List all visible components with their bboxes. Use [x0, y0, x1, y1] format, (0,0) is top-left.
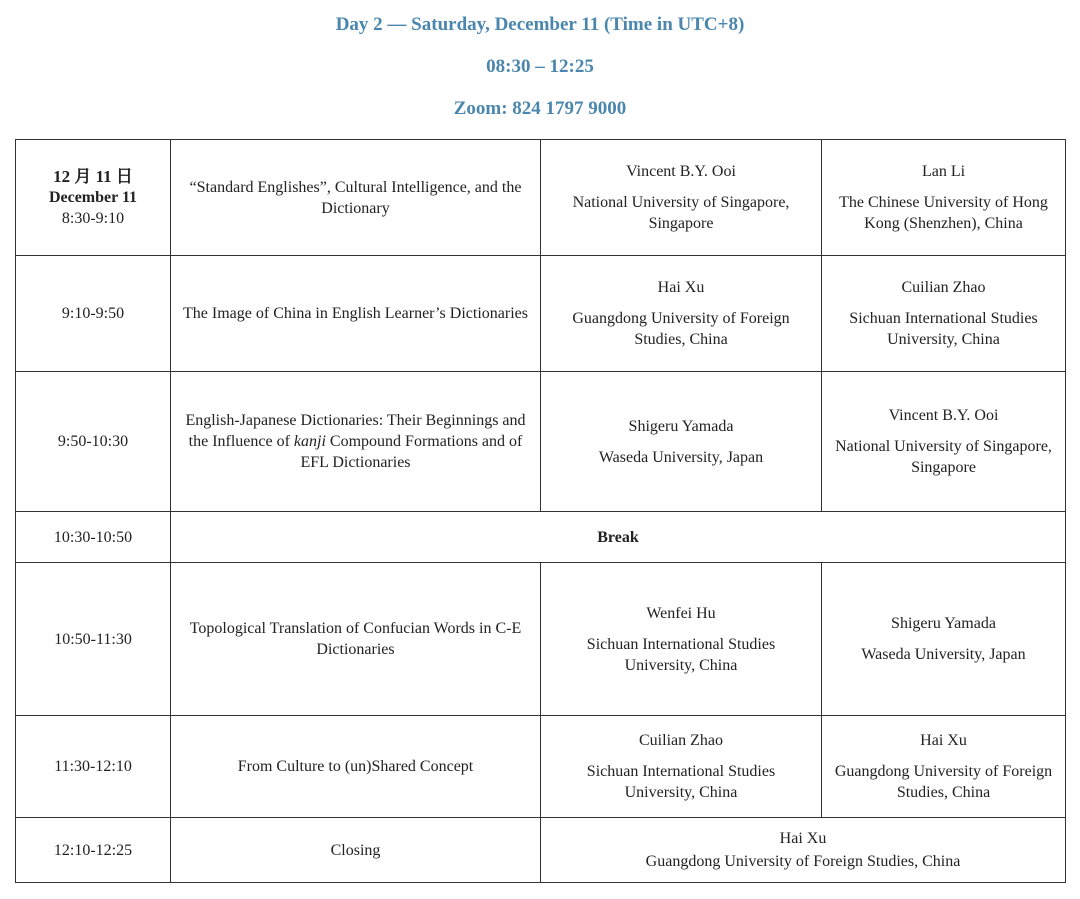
talk-title: Topological Translation of Confucian Words in C-E Dictionaries — [171, 563, 541, 716]
speaker-cell — [822, 563, 1066, 716]
speaker-cell — [541, 140, 822, 256]
speaker-cell — [541, 563, 822, 716]
table-row — [16, 372, 1066, 512]
talk-title: From Culture to (un)Shared Concept — [171, 716, 541, 818]
talk-title: The Image of China in English Learner’s Dictionaries — [171, 256, 541, 372]
time-cell: 9:10-9:50 — [16, 256, 171, 372]
speaker-name: Shigeru Yamada — [628, 417, 734, 435]
speaker-affiliation: National University of Singapore, Singapore — [835, 438, 1052, 476]
speaker-affiliation: Guangdong University of Foreign Studies, China — [572, 310, 790, 348]
speaker-cell — [822, 372, 1066, 512]
table-row — [16, 716, 1066, 818]
date-en: December 11 — [48, 189, 138, 206]
schedule-table — [15, 139, 1066, 883]
speaker-name: Hai Xu — [920, 732, 967, 749]
speaker-affiliation: National University of Singapore, Singapore — [572, 194, 790, 232]
speaker-cell — [541, 256, 822, 372]
speaker-affiliation: Sichuan International Studies University, China — [586, 763, 776, 801]
table-row — [16, 256, 1066, 372]
title-italic-text: kanji — [293, 433, 326, 450]
title-text: English-Japanese Dictionaries: Their Beginnings and the Influence of — [185, 412, 526, 450]
time-cell: 10:50-11:30 — [16, 563, 171, 716]
time-cell: 10:30-10:50 — [16, 512, 171, 563]
speaker-name: Shigeru Yamada — [891, 615, 996, 632]
table-row — [16, 512, 1066, 563]
speaker-affiliation: Waseda University, Japan — [861, 646, 1026, 663]
speaker-affiliation: Sichuan International Studies University, China — [586, 635, 776, 674]
time-cell: 9:50-10:30 — [16, 372, 171, 512]
speaker-name: Vincent B.Y. Ooi — [626, 163, 736, 180]
talk-title — [171, 372, 541, 512]
date-cn: 12 月 11 日 — [53, 167, 133, 186]
time-cell: 11:30-12:10 — [16, 716, 171, 818]
speaker-name: Vincent B.Y. Ooi — [888, 407, 999, 424]
speaker-affiliation: Guangdong University of Foreign Studies, China — [645, 853, 961, 870]
time-cell — [16, 140, 171, 256]
speaker-cell — [822, 256, 1066, 372]
speaker-name: Cuilian Zhao — [639, 732, 723, 749]
time-cell: 12:10-12:25 — [16, 818, 171, 883]
speaker-name: Wenfei Hu — [646, 604, 716, 622]
speaker-affiliation: Sichuan International Studies University, China — [849, 310, 1038, 348]
speaker-name: Lan Li — [921, 163, 966, 180]
speaker-cell — [541, 716, 822, 818]
table-row — [16, 140, 1066, 256]
talk-title: “Standard Englishes”, Cultural Intelligence, and the Dictionary — [171, 140, 541, 256]
speaker-affiliation: Waseda University, Japan — [598, 448, 764, 466]
speaker-cell — [822, 140, 1066, 256]
day-heading: Day 2 — Saturday, December 11 (Time in UTC+8) — [335, 14, 745, 35]
table-row — [16, 818, 1066, 883]
table-row — [16, 563, 1066, 716]
speaker-cell — [541, 818, 1066, 883]
speaker-name: Cuilian Zhao — [901, 279, 986, 296]
time-slot: 8:30-9:10 — [61, 210, 125, 227]
speaker-affiliation: Guangdong University of Foreign Studies, China — [834, 763, 1053, 801]
speaker-name: Hai Xu — [779, 830, 827, 847]
speaker-name: Hai Xu — [657, 279, 705, 296]
break-label: Break — [171, 512, 1066, 563]
speaker-cell — [822, 716, 1066, 818]
talk-title: Closing — [171, 818, 541, 883]
speaker-cell — [541, 372, 822, 512]
title-text: Compound Formations and of EFL Dictionaries — [300, 433, 523, 471]
zoom-heading: Zoom: 824 1797 9000 — [453, 98, 627, 119]
time-range-heading: 08:30 – 12:25 — [486, 56, 594, 77]
speaker-affiliation: The Chinese University of Hong Kong (Shenzhen), China — [839, 194, 1048, 232]
